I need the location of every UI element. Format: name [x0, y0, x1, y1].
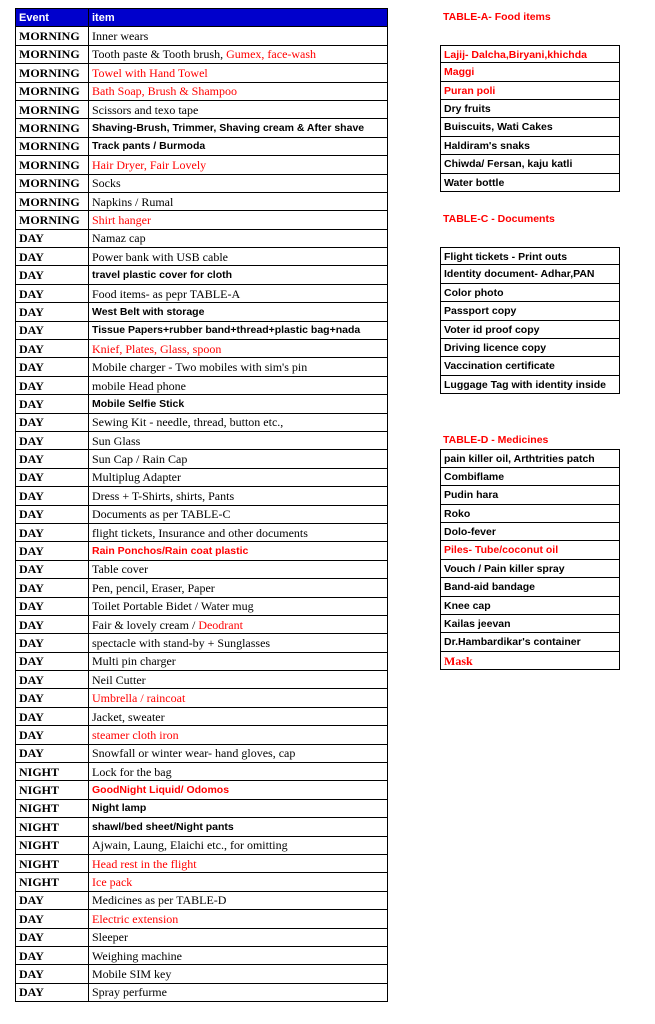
item-cell[interactable] [89, 615, 388, 633]
item-cell[interactable]: Sewing Kit - needle, thread, button etc., [89, 413, 388, 431]
table-d-title: TABLE-D - Medicines [443, 433, 549, 446]
item-cell[interactable]: Shaving-Brush, Trimmer, Shaving cream & After shave [89, 119, 388, 137]
table-row [16, 818, 388, 836]
table-row[interactable]: Vaccination certificate [440, 357, 620, 375]
table-row[interactable]: Dry fruits [440, 100, 620, 118]
event-cell[interactable]: DAY [16, 523, 89, 541]
event-cell[interactable]: DAY [16, 634, 89, 652]
table-row[interactable]: pain killer oil, Arthtrities patch [440, 449, 620, 467]
table-row[interactable]: Vouch / Pain killer spray [440, 560, 620, 578]
item-cell[interactable]: Electric extension [89, 910, 388, 928]
item-cell[interactable]: spectacle with stand-by + Sunglasses [89, 634, 388, 652]
event-cell[interactable]: DAY [16, 652, 89, 670]
table-row [16, 468, 388, 486]
item-cell[interactable]: Night lamp [89, 799, 388, 817]
item-cell[interactable]: Scissors and texo tape [89, 100, 388, 118]
table-row[interactable]: Kailas jeevan [440, 615, 620, 633]
item-text: Fair & lovely cream / [92, 617, 199, 632]
table-row[interactable]: Knee cap [440, 597, 620, 615]
item-cell[interactable]: Snowfall or winter wear- hand gloves, cap [89, 744, 388, 762]
item-cell[interactable] [89, 45, 388, 63]
table-row [16, 763, 388, 781]
table-row [16, 707, 388, 725]
item-cell[interactable]: Medicines as per TABLE-D [89, 891, 388, 909]
table-row [16, 358, 388, 376]
item-cell[interactable]: Napkins / Rumal [89, 192, 388, 210]
event-cell[interactable]: MORNING [16, 192, 89, 210]
event-cell[interactable]: DAY [16, 542, 89, 560]
item-cell[interactable]: Track pants / Burmoda [89, 137, 388, 155]
event-cell[interactable]: DAY [16, 431, 89, 449]
item-cell[interactable]: Head rest in the flight [89, 854, 388, 872]
event-cell[interactable]: DAY [16, 266, 89, 284]
table-row [16, 891, 388, 909]
table-header-row [16, 9, 388, 27]
table-row [16, 560, 388, 578]
item-cell[interactable]: Hair Dryer, Fair Lovely [89, 156, 388, 174]
table-row [16, 45, 388, 63]
item-cell[interactable]: Pen, pencil, Eraser, Paper [89, 579, 388, 597]
table-row[interactable]: Voter id proof copy [440, 321, 620, 339]
item-highlight-text: Deodrant [198, 617, 243, 632]
table-row[interactable]: Combiflame [440, 468, 620, 486]
table-row [16, 634, 388, 652]
table-row[interactable]: Dolo-fever [440, 523, 620, 541]
item-cell[interactable]: Spray perfurme [89, 983, 388, 1001]
table-row [16, 523, 388, 541]
table-row [16, 928, 388, 946]
table-row [16, 726, 388, 744]
table-row[interactable]: Flight tickets - Print outs [440, 247, 620, 265]
event-cell[interactable]: DAY [16, 229, 89, 247]
table-row [16, 983, 388, 1001]
event-cell[interactable]: MORNING [16, 64, 89, 82]
event-cell[interactable]: DAY [16, 303, 89, 321]
item-cell[interactable]: Lock for the bag [89, 763, 388, 781]
event-cell[interactable]: NIGHT [16, 799, 89, 817]
event-cell[interactable]: DAY [16, 615, 89, 633]
table-row[interactable]: Driving licence copy [440, 339, 620, 357]
table-row [16, 340, 388, 358]
event-cell[interactable]: DAY [16, 671, 89, 689]
table-row [16, 266, 388, 284]
event-cell[interactable]: MORNING [16, 27, 89, 45]
table-row [16, 946, 388, 964]
table-a-title: TABLE-A- Food items [443, 11, 551, 23]
table-row [16, 156, 388, 174]
table-row [16, 100, 388, 118]
table-row[interactable]: Lajij- Dalcha,Biryani,khichda [440, 45, 620, 63]
table-row [16, 689, 388, 707]
table-c-title: TABLE-C - Documents [443, 213, 555, 226]
table-row [16, 450, 388, 468]
table-row [16, 836, 388, 854]
event-cell[interactable]: DAY [16, 707, 89, 725]
item-cell[interactable]: steamer cloth iron [89, 726, 388, 744]
table-row [16, 579, 388, 597]
event-cell[interactable]: MORNING [16, 100, 89, 118]
item-cell[interactable]: Mobile SIM key [89, 965, 388, 983]
item-cell[interactable]: mobile Head phone [89, 376, 388, 394]
item-cell[interactable]: Sleeper [89, 928, 388, 946]
header-event[interactable]: Event [16, 9, 89, 27]
event-cell[interactable]: MORNING [16, 211, 89, 229]
table-row [16, 27, 388, 45]
reference-tables [440, 8, 620, 670]
table-row [16, 192, 388, 210]
table-row [16, 303, 388, 321]
item-cell[interactable]: Jacket, sweater [89, 707, 388, 725]
table-row[interactable]: Band-aid bandage [440, 578, 620, 596]
event-cell[interactable]: DAY [16, 358, 89, 376]
event-cell[interactable]: DAY [16, 376, 89, 394]
table-row[interactable]: Luggage Tag with identity inside [440, 376, 620, 394]
table-row [16, 854, 388, 872]
item-cell[interactable]: Umbrella / raincoat [89, 689, 388, 707]
item-cell[interactable]: shawl/bed sheet/Night pants [89, 818, 388, 836]
table-row[interactable]: Buiscuits, Wati Cakes [440, 118, 620, 136]
table-row [16, 82, 388, 100]
event-cell[interactable]: NIGHT [16, 763, 89, 781]
table-row [16, 376, 388, 394]
event-cell[interactable]: DAY [16, 928, 89, 946]
item-cell[interactable]: Multi pin charger [89, 652, 388, 670]
event-cell[interactable]: MORNING [16, 45, 89, 63]
table-row [16, 321, 388, 339]
table-row[interactable]: Identity document- Adhar,PAN [440, 265, 620, 283]
table-row [16, 211, 388, 229]
event-cell[interactable]: DAY [16, 413, 89, 431]
empty-cell [440, 413, 620, 431]
item-cell[interactable]: Shirt hanger [89, 211, 388, 229]
item-cell[interactable]: Inner wears [89, 27, 388, 45]
item-cell[interactable]: Bath Soap, Brush & Shampoo [89, 82, 388, 100]
item-cell[interactable]: Towel with Hand Towel [89, 64, 388, 82]
item-cell[interactable]: Namaz cap [89, 229, 388, 247]
item-highlight-text: Gumex, face-wash [226, 47, 317, 62]
event-cell[interactable]: DAY [16, 321, 89, 339]
event-cell[interactable]: DAY [16, 965, 89, 983]
item-cell[interactable]: Documents as per TABLE-C [89, 505, 388, 523]
table-row [16, 284, 388, 302]
table-row [16, 910, 388, 928]
item-text: Tooth paste & Tooth brush, [92, 47, 227, 62]
item-cell[interactable]: Multiplug Adapter [89, 468, 388, 486]
table-row[interactable]: Piles- Tube/coconut oil [440, 541, 620, 559]
item-cell[interactable]: Knief, Plates, Glass, spoon [89, 340, 388, 358]
item-cell[interactable]: Toilet Portable Bidet / Water mug [89, 597, 388, 615]
event-cell[interactable]: NIGHT [16, 818, 89, 836]
table-row[interactable]: Color photo [440, 284, 620, 302]
table-row[interactable]: Water bottle [440, 174, 620, 192]
item-cell[interactable]: Ice pack [89, 873, 388, 891]
item-cell[interactable]: Socks [89, 174, 388, 192]
event-cell[interactable]: DAY [16, 946, 89, 964]
table-row [16, 781, 388, 799]
event-cell[interactable]: NIGHT [16, 781, 89, 799]
table-row [16, 542, 388, 560]
empty-cell [440, 192, 620, 210]
table-row [16, 174, 388, 192]
item-cell[interactable]: flight tickets, Insurance and other documents [89, 523, 388, 541]
table-row [16, 671, 388, 689]
event-cell[interactable]: MORNING [16, 119, 89, 137]
empty-cell [440, 229, 620, 247]
event-cell[interactable]: NIGHT [16, 873, 89, 891]
event-cell[interactable]: DAY [16, 487, 89, 505]
item-cell[interactable]: Neil Cutter [89, 671, 388, 689]
table-row [16, 395, 388, 413]
table-row[interactable]: Pudin hara [440, 486, 620, 504]
event-cell[interactable]: MORNING [16, 82, 89, 100]
table-row [16, 137, 388, 155]
table-row [16, 799, 388, 817]
item-cell[interactable]: GoodNight Liquid/ Odomos [89, 781, 388, 799]
table-row [16, 652, 388, 670]
table-row [16, 431, 388, 449]
event-cell[interactable]: DAY [16, 340, 89, 358]
table-row [16, 487, 388, 505]
event-cell[interactable]: MORNING [16, 137, 89, 155]
table-row[interactable]: Maggi [440, 63, 620, 81]
item-cell[interactable]: West Belt with storage [89, 303, 388, 321]
item-cell[interactable]: Table cover [89, 560, 388, 578]
table-row [16, 64, 388, 82]
item-cell[interactable]: Sun Glass [89, 431, 388, 449]
event-cell[interactable]: DAY [16, 579, 89, 597]
event-cell[interactable]: DAY [16, 891, 89, 909]
item-cell[interactable]: Sun Cap / Rain Cap [89, 450, 388, 468]
event-cell[interactable]: DAY [16, 744, 89, 762]
item-cell[interactable]: travel plastic cover for cloth [89, 266, 388, 284]
table-row[interactable]: Haldiram's snaks [440, 137, 620, 155]
event-cell[interactable]: DAY [16, 560, 89, 578]
item-cell[interactable]: Tissue Papers+rubber band+thread+plastic bag+nada [89, 321, 388, 339]
empty-cell [440, 26, 620, 44]
table-row[interactable]: Passport copy [440, 302, 620, 320]
item-cell[interactable]: Rain Ponchos/Rain coat plastic [89, 542, 388, 560]
table-row [16, 615, 388, 633]
table-row [16, 873, 388, 891]
event-cell[interactable]: MORNING [16, 174, 89, 192]
table-row [16, 744, 388, 762]
table-row [16, 965, 388, 983]
item-cell[interactable]: Mobile charger - Two mobiles with sim's pin [89, 358, 388, 376]
table-row[interactable]: Dr.Hambardikar's container [440, 633, 620, 651]
item-cell[interactable]: Power bank with USB cable [89, 248, 388, 266]
table-row[interactable]: Mask [440, 652, 620, 670]
table-row [16, 248, 388, 266]
table-row [16, 229, 388, 247]
event-cell[interactable]: DAY [16, 395, 89, 413]
event-cell[interactable]: DAY [16, 689, 89, 707]
event-cell[interactable]: MORNING [16, 156, 89, 174]
event-cell[interactable]: DAY [16, 597, 89, 615]
item-cell[interactable]: Ajwain, Laung, Elaichi etc., for omitting [89, 836, 388, 854]
event-cell[interactable]: DAY [16, 726, 89, 744]
header-item[interactable]: item [89, 9, 388, 27]
event-cell[interactable]: DAY [16, 248, 89, 266]
event-cell[interactable]: DAY [16, 983, 89, 1001]
item-cell[interactable]: Weighing machine [89, 946, 388, 964]
table-row [16, 119, 388, 137]
table-row[interactable]: Roko [440, 505, 620, 523]
event-cell[interactable]: NIGHT [16, 854, 89, 872]
event-cell[interactable]: DAY [16, 284, 89, 302]
table-row [16, 413, 388, 431]
event-cell[interactable]: DAY [16, 450, 89, 468]
empty-cell [440, 394, 620, 412]
item-cell[interactable]: Dress + T-Shirts, shirts, Pants [89, 487, 388, 505]
packing-checklist-table [15, 8, 388, 1002]
table-row [16, 505, 388, 523]
item-cell[interactable]: Mobile Selfie Stick [89, 395, 388, 413]
event-cell[interactable]: DAY [16, 910, 89, 928]
event-cell[interactable]: NIGHT [16, 836, 89, 854]
item-cell[interactable]: Food items- as pepr TABLE-A [89, 284, 388, 302]
table-row [16, 597, 388, 615]
event-cell[interactable]: DAY [16, 505, 89, 523]
table-row[interactable]: Chiwda/ Fersan, kaju katli [440, 155, 620, 173]
table-row[interactable]: Puran poli [440, 82, 620, 100]
event-cell[interactable]: DAY [16, 468, 89, 486]
